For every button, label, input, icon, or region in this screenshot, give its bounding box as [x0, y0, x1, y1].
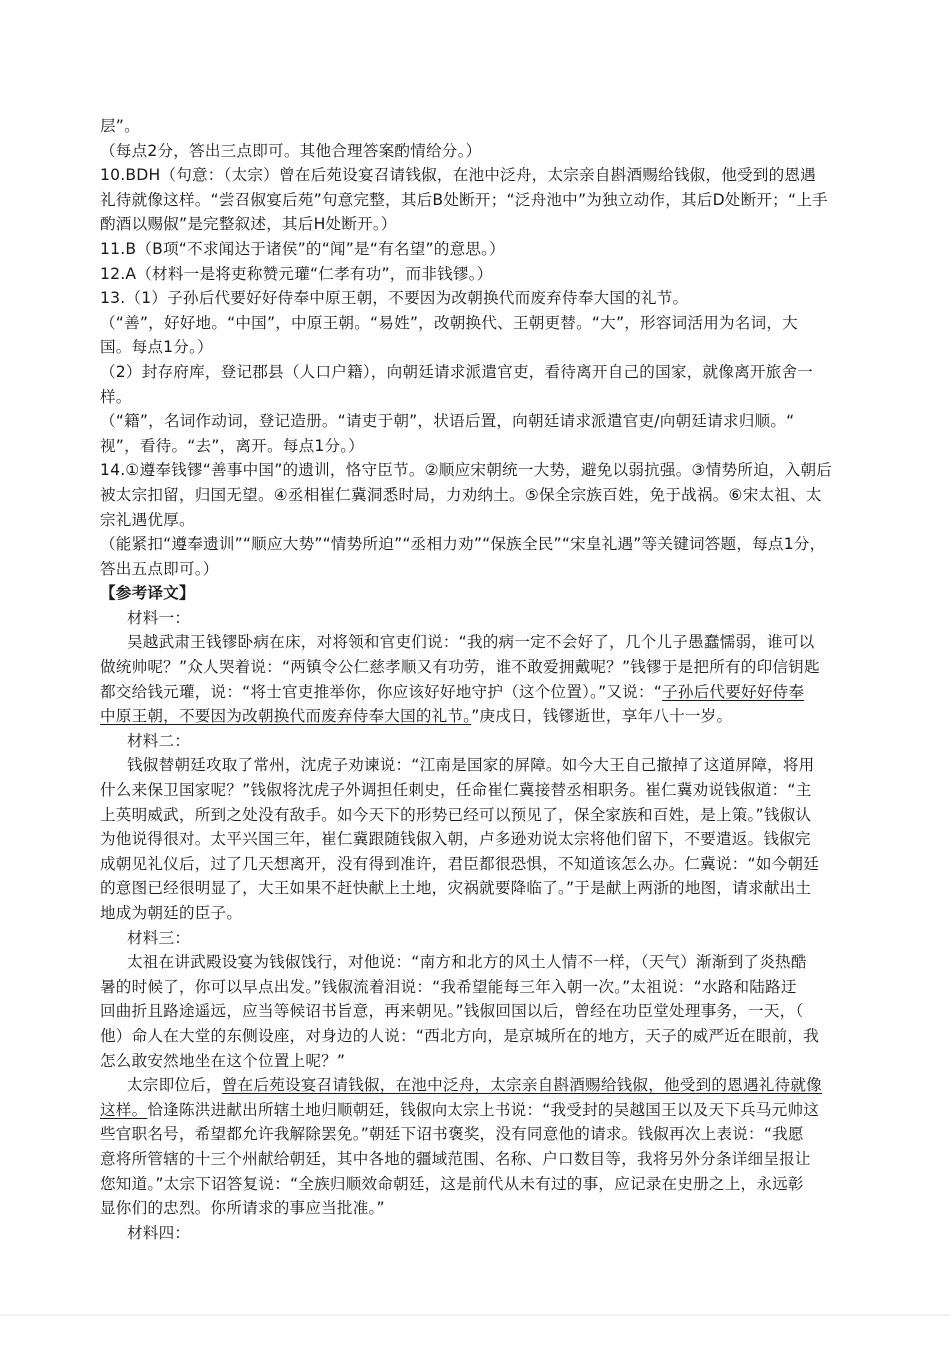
- text-line: 太宗即位后，曾在后苑设宴召请钱俶，在池中泛舟，太宗亲自斟酒赐给钱俶，他受到的恩遇礼待就像: [127, 1076, 822, 1095]
- text-line: 13.（1）子孙后代要好好侍奉中原王朝，不要因为改朝换代而废弃侍奉大国的礼节。: [100, 289, 689, 308]
- underlined-translation: 这样。: [100, 1100, 148, 1119]
- text-line: 材料三：: [127, 928, 191, 947]
- text-line: 些官职名号，希望都允许我解除罢免。”朝廷下诏书褒奖，没有同意他的请求。钱俶再次上表说：“我愿: [100, 1125, 804, 1144]
- text-line: 材料一：: [127, 608, 191, 627]
- text-line: （2）封存府库，登记郡县（人口户籍），向朝廷请求派遣官吏，看待离开自己的国家，就像离开旅舍一: [100, 362, 814, 381]
- text-line: 上英明威武，所到之处没有敌手。如今天下的形势已经可以预见了，保全家族和百姓，是上策。”钱俶认: [100, 805, 812, 824]
- text-line: 样。: [100, 387, 132, 406]
- underlined-translation: 子孙后代要好好侍奉: [662, 682, 805, 701]
- text-line: 都交给钱元瓘，说：“将士官吏推举你，你应该好好地守护（这个位置）。”又说：“子孙后代要好好侍奉: [100, 682, 805, 701]
- text-line: 酌酒以赐俶”是完整叙述，其后H处断开。）: [100, 215, 397, 234]
- text-line: 意将所管辖的十三个州献给朝廷，其中各地的疆域范围、名称、户口数目等，我将另外分条详细呈报让: [100, 1149, 811, 1168]
- text-line: 成朝见礼仪后，过了几天想离开，没有得到准许，君臣都很恐惧，不知道该怎么办。仁冀说：“如今朝廷: [100, 854, 819, 873]
- text-line: 的意图已经很明显了，大王如果不赶快献上土地，灾祸就要降临了。”于是献上两浙的地图，请求献出土: [100, 879, 812, 898]
- underlined-translation: 曾在后苑设宴召请钱俶，在池中泛舟，太宗亲自斟酒赐给钱俶，他受到的恩遇礼待就像: [221, 1076, 822, 1095]
- text-line: 14.①遵奉钱镠“善事中国”的遗训，恪守臣节。②顺应宋朝统一大势，避免以弱抗强。③情势所迫，入朝后: [100, 461, 833, 480]
- text-line: 12.A（材料一是将吏称赞元瓘“仁孝有功”，而非钱镠。）: [100, 264, 493, 283]
- text-line: 他）命人在大堂的东侧设座，对身边的人说：“西北方向，是京城所在的地方，天子的威严近在眼前，我: [100, 1026, 819, 1045]
- text-line: 材料四：: [127, 1223, 191, 1242]
- text-line: 为他说得很对。太平兴国三年，崔仁冀跟随钱俶入朝，卢多逊劝说太宗将他们留下，不要遣返。钱俶完: [100, 830, 811, 849]
- text-line: 材料二：: [127, 731, 191, 750]
- text-line: 国。每点1分。）: [100, 338, 213, 357]
- text-line: 地成为朝廷的臣子。: [100, 904, 243, 922]
- text-line: 钱俶替朝廷攻取了常州，沈虎子劝谏说：“江南是国家的屏障。如今大王自己撤掉了这道屏障，将用: [127, 756, 815, 775]
- text-line: （“善”，好好地。“中国”，中原王朝。“易姓”，改朝换代、王朝更替。“大”，形容词活用为名词，大: [100, 313, 798, 332]
- text-line: 中原王朝，不要因为改朝换代而废弃侍奉大国的礼节。”庚戌日，钱镠逝世，享年八十一岁。: [100, 707, 733, 726]
- text-line: 怎么敢安然地坐在这个位置上呢？”: [100, 1051, 346, 1070]
- document-body: [100, 114, 848, 1245]
- text-line: 11.B（B项“不求闻达于诸侯”的“闻”是“有名望”的意思。）: [100, 239, 505, 258]
- text-line: 暑的时候了，你可以早点出发。”钱俶流着泪说：“我希望能每三年入朝一次。”太祖说：“水路和陆路迂: [100, 977, 797, 996]
- text-line: （“籍”，名词作动词，登记造册。“请吏于朝”，状语后置，向朝廷请求派遣官吏/向朝廷请求归顺。“: [100, 412, 795, 431]
- text-line: 做统帅呢？”众人哭着说：“两镇令公仁慈孝顺又有功劳，谁不敢爱拥戴呢？”钱镠于是把所有的印信钥匙: [100, 658, 820, 677]
- text-line: 吴越武肃王钱镠卧病在床，对将领和官吏们说：“我的病一定不会好了，几个儿子愚蠢懦弱，谁可以: [127, 633, 815, 652]
- text-line: 回曲折且路途遥远，应当等候诏书旨意，再来朝见。”钱俶回国以后，曾经在功臣堂处理事务，一天，（: [100, 1002, 804, 1021]
- text-line: 答出五点即可。）: [100, 559, 219, 578]
- text-line: 什么来保卫国家呢？”钱俶将沈虎子外调担任刺史，任命崔仁冀接替丞相职务。崔仁冀劝说钱俶道：“主: [100, 781, 812, 800]
- text-line: 您知道。”太宗下诏答复说：“全族归顺效命朝廷，这是前代从未有过的事，应记录在史册之上，永远彰: [100, 1174, 804, 1193]
- text-line: 被太宗扣留，归国无望。④丞相崔仁冀洞悉时局，力劝纳土。⑤保全宗族百姓，免于战祸。⑥宋太祖、太: [100, 485, 822, 504]
- text-line: 礼待就像这样。“尝召俶宴后苑”句意完整，其后B处断开；“泛舟池中”为独立动作，其后D处断开；“上手: [100, 190, 828, 209]
- underlined-translation: 中原王朝，不要因为改朝换代而废弃侍奉大国的礼节。: [100, 707, 472, 726]
- text-line: （能紧扣“遵奉遗训”“顺应大势”“情势所迫”“丞相力劝”“保族全民”“宋皇礼遇”等关键词答题，每点1分，: [100, 535, 826, 554]
- text-line: 显你们的忠烈。你所请求的事应当批准。”: [100, 1199, 385, 1218]
- text-line: 层”。: [100, 117, 140, 135]
- scan-edge-line: [0, 1314, 950, 1316]
- section-heading: 【参考译文】: [100, 584, 195, 603]
- text-line: （每点2分，答出三点即可。其他合理答案酌情给分。）: [100, 141, 482, 160]
- text-line: 宗礼遇优厚。: [100, 510, 195, 529]
- text-line: 10.BDH（句意：（太宗）曾在后苑设宴召请钱俶，在池中泛舟，太宗亲自斟酒赐给钱俶，他受到的恩遇: [100, 166, 816, 185]
- text-line: 太祖在讲武殿设宴为钱俶饯行，对他说：“南方和北方的风土人情不一样，（天气）渐渐到了炎热酷: [127, 953, 807, 972]
- text-line: 视”，看待。“去”，离开。每点1分。）: [100, 436, 365, 455]
- text-line: 这样。恰逢陈洪进献出所辖土地归顺朝廷，钱俶向太宗上书说：“我受封的吴越国王以及天下兵马元帅这: [100, 1100, 820, 1119]
